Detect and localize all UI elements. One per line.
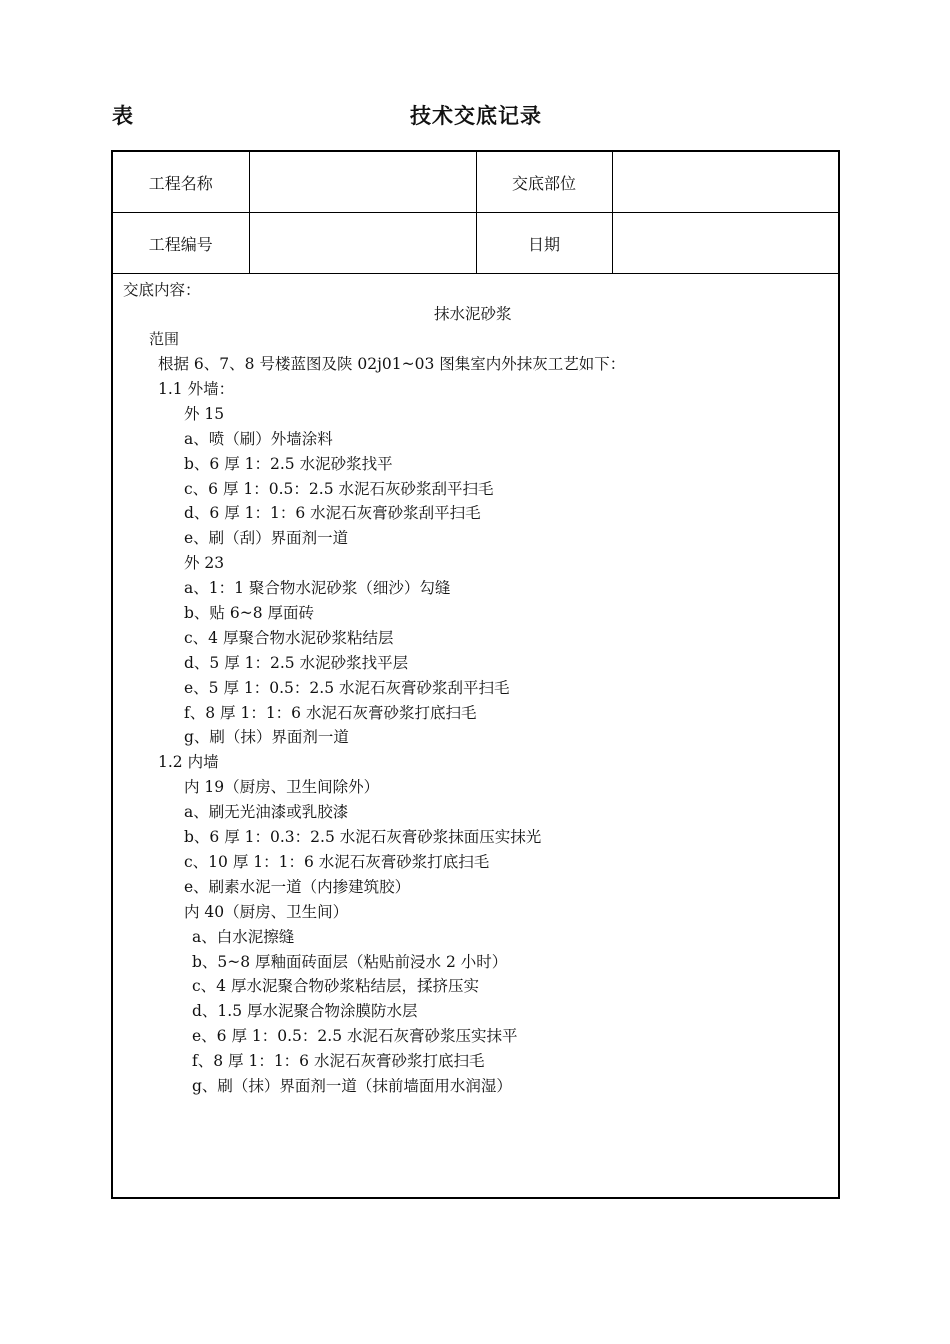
list-item: b、贴 6~8 厚面砖 xyxy=(184,604,314,622)
list-item: e、刷（刮）界面剂一道 xyxy=(184,529,349,547)
list-item: 外 23 xyxy=(184,554,225,572)
project-name-label: 工程名称 xyxy=(113,152,249,213)
list-item: b、6 厚 1：0.3：2.5 水泥石灰膏砂浆抹面压实抹光 xyxy=(184,828,542,846)
list-item: a、刷无光油漆或乳胶漆 xyxy=(184,803,349,821)
record-frame xyxy=(111,150,840,1199)
list-item: a、白水泥擦缝 xyxy=(192,928,295,946)
table-row xyxy=(113,213,838,274)
list-item: 根据 6、7、8 号楼蓝图及陕 02j01~03 图集室内外抹灰工艺如下： xyxy=(158,355,626,373)
list-item: c、4 厚水泥聚合物砂浆粘结层，揉挤压实 xyxy=(192,977,479,995)
list-item: b、6 厚 1：2.5 水泥砂浆找平 xyxy=(184,455,393,473)
list-item: e、刷素水泥一道（内掺建筑胶） xyxy=(184,878,411,896)
project-name-field[interactable] xyxy=(249,152,476,213)
list-item: 1.2 内墙 xyxy=(158,753,219,771)
list-item: 1.1 外墙： xyxy=(158,380,235,398)
list-item: e、6 厚 1：0.5：2.5 水泥石灰膏砂浆压实抹平 xyxy=(192,1027,518,1045)
list-item: d、1.5 厚水泥聚合物涂膜防水层 xyxy=(192,1002,418,1020)
list-item: e、5 厚 1：0.5：2.5 水泥石灰膏砂浆刮平扫毛 xyxy=(184,679,510,697)
content-label: 交底内容： xyxy=(123,281,201,299)
list-item: g、刷（抹）界面剂一道 xyxy=(184,728,349,746)
list-item: c、6 厚 1：0.5：2.5 水泥石灰砂浆刮平扫毛 xyxy=(184,480,494,498)
list-item: 外 15 xyxy=(184,405,225,423)
project-number-field[interactable] xyxy=(249,213,476,274)
handover-location-field[interactable] xyxy=(612,152,838,213)
content-title: 抹水泥砂浆 xyxy=(434,305,512,323)
info-table xyxy=(113,152,838,274)
list-item: g、刷（抹）界面剂一道（抹前墙面用水润湿） xyxy=(192,1077,512,1095)
list-item: f、8 厚 1：1：6 水泥石灰膏砂浆打底扫毛 xyxy=(192,1052,485,1070)
list-item: a、1：1 聚合物水泥砂浆（细沙）勾缝 xyxy=(184,579,451,597)
list-item: 范围 xyxy=(149,330,180,348)
table-row xyxy=(113,152,838,213)
list-item: a、喷（刷）外墙涂料 xyxy=(184,430,333,448)
list-item: c、10 厚 1：1：6 水泥石灰膏砂浆打底扫毛 xyxy=(184,853,490,871)
list-item: d、5 厚 1：2.5 水泥砂浆找平层 xyxy=(184,654,409,672)
list-item: d、6 厚 1：1：6 水泥石灰膏砂浆刮平扫毛 xyxy=(184,504,481,522)
list-item: 内 19（厨房、卫生间除外） xyxy=(184,778,380,796)
list-item: c、4 厚聚合物水泥砂浆粘结层 xyxy=(184,629,394,647)
handover-location-label: 交底部位 xyxy=(476,152,612,213)
form-code-label: 表 xyxy=(112,104,133,128)
project-number-label: 工程编号 xyxy=(113,213,249,274)
list-item: 内 40（厨房、卫生间） xyxy=(184,903,349,921)
date-field[interactable] xyxy=(612,213,838,274)
date-label: 日期 xyxy=(476,213,612,274)
list-item: b、5~8 厚釉面砖面层（粘贴前浸水 2 小时） xyxy=(192,953,508,971)
list-item: f、8 厚 1：1：6 水泥石灰膏砂浆打底扫毛 xyxy=(184,704,477,722)
page-title: 技术交底记录 xyxy=(410,104,542,128)
